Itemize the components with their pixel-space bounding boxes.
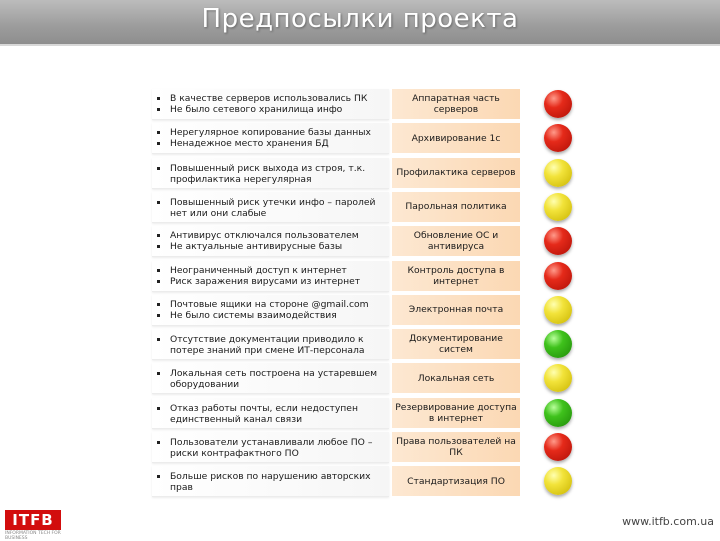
- solution-cell: Профилактика серверов: [392, 158, 520, 188]
- status-light-red: [544, 262, 572, 290]
- status-light-red: [544, 124, 572, 152]
- issue-item: Ненадежное место хранения БД: [152, 138, 389, 149]
- logo-subtitle: INFORMATION TECH FOR BUSINESS: [5, 531, 61, 541]
- issue-item: Неограниченный доступ к интернет: [152, 265, 389, 276]
- status-light-green: [544, 399, 572, 427]
- solution-cell: Обновление ОС и антивируса: [392, 226, 520, 256]
- website-url: www.itfb.com.ua: [622, 515, 714, 528]
- solution-cell: Стандартизация ПО: [392, 466, 520, 496]
- status-light-green: [544, 330, 572, 358]
- status-light-yellow: [544, 193, 572, 221]
- solution-cell: Документирование систем: [392, 329, 520, 359]
- issue-cell: [152, 261, 389, 292]
- solution-cell: Права пользователей на ПК: [392, 432, 520, 462]
- issue-item: Антивирус отключался пользователем: [152, 230, 389, 241]
- issue-item: Отсутствие документации приводило к потере знаний при смене ИТ-персонала: [152, 334, 389, 356]
- issue-cell: [152, 398, 389, 429]
- status-light-yellow: [544, 159, 572, 187]
- itfb-logo: ITFB: [5, 510, 61, 530]
- slide-title: Предпосылки проекта: [201, 4, 519, 34]
- issue-cell: [152, 123, 389, 154]
- issue-item: Не было системы взаимодействия: [152, 310, 389, 321]
- issue-item: Почтовые ящики на стороне @gmail.com: [152, 299, 389, 310]
- status-light-yellow: [544, 296, 572, 324]
- issue-cell: [152, 192, 389, 223]
- solution-cell: Резервирование доступа в интернет: [392, 398, 520, 428]
- issue-item: Пользователи устанавливали любое ПО – риски контрафактного ПО: [152, 437, 389, 459]
- status-light-red: [544, 90, 572, 118]
- issue-cell: [152, 363, 389, 394]
- solution-cell: Аппаратная часть серверов: [392, 89, 520, 119]
- issue-item: Локальная сеть построена на устаревшем оборудовании: [152, 368, 389, 390]
- issue-cell: [152, 158, 389, 189]
- issue-item: Риск заражения вирусами из интернет: [152, 276, 389, 287]
- issue-cell: [152, 295, 389, 326]
- issue-cell: [152, 89, 389, 120]
- status-light-yellow: [544, 364, 572, 392]
- issue-item: Повышенный риск выхода из строя, т.к. профилактика нерегулярная: [152, 163, 389, 185]
- solution-cell: Архивирование 1с: [392, 123, 520, 153]
- status-light-red: [544, 227, 572, 255]
- issue-cell: [152, 466, 389, 497]
- issue-item: Нерегулярное копирование базы данных: [152, 127, 389, 138]
- issue-item: Не было сетевого хранилища инфо: [152, 104, 389, 115]
- issue-item: Повышенный риск утечки инфо – паролей нет или они слабые: [152, 197, 389, 219]
- issue-item: Больше рисков по нарушению авторских прав: [152, 471, 389, 493]
- solution-cell: Парольная политика: [392, 192, 520, 222]
- title-divider: [0, 44, 720, 46]
- solution-cell: Электронная почта: [392, 295, 520, 325]
- issue-item: Не актуальные антивирусные базы: [152, 241, 389, 252]
- issue-item: В качестве серверов использовались ПК: [152, 93, 389, 104]
- status-light-red: [544, 433, 572, 461]
- solution-cell: Контроль доступа в интернет: [392, 261, 520, 291]
- status-light-yellow: [544, 467, 572, 495]
- issue-cell: [152, 226, 389, 257]
- issue-cell: [152, 432, 389, 463]
- solution-cell: Локальная сеть: [392, 363, 520, 393]
- issue-cell: [152, 329, 389, 360]
- issue-item: Отказ работы почты, если недоступен единственный канал связи: [152, 403, 389, 425]
